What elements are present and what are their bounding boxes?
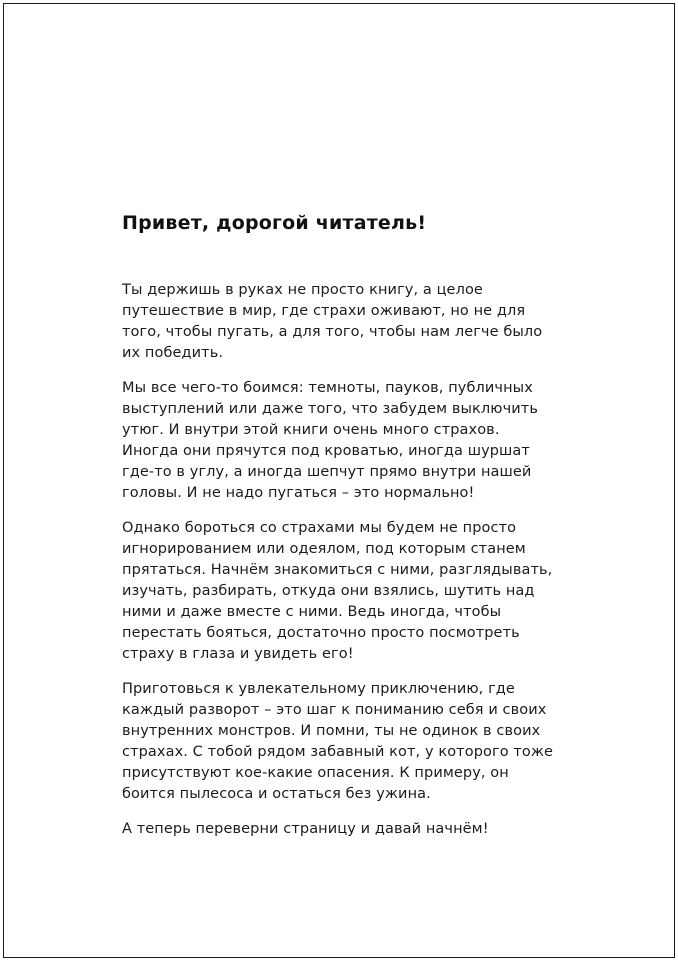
paragraph: А теперь переверни страницу и давай начнём! — [122, 821, 489, 837]
body-text — [122, 280, 558, 840]
page-title: Привет, дорогой читатель! — [122, 212, 427, 234]
page-content — [122, 212, 558, 840]
paragraph: Приготовься к увлекательному приключению, где каждый разворот – это шаг к пониманию себя и своих внутренних монстров. И помни, ты не одинок в своих страхах. С тобой рядом забавный кот, у которого тоже присутствуют кое-какие опасения. К примеру, он боится пылесоса и остаться без ужина. — [122, 681, 554, 802]
paragraph: Мы все чего-то боимся: темноты, пауков, публичных выступлений или даже того, что забудем выключить утюг. И внутри этой книги очень много страхов. Иногда они прячутся под кроватью, иногда шуршат где-то в углу, а иногда шепчут прямо внутри нашей головы. И не надо пугаться – это нормально! — [122, 380, 538, 501]
paragraph: Ты держишь в руках не просто книгу, а целое путешествие в мир, где страхи оживают, но не для того, чтобы пугать, а для того, чтобы нам легче было их победить. — [122, 282, 543, 361]
paragraph: Однако бороться со страхами мы будем не просто игнорированием или одеялом, под которым станем прятаться. Начнём знакомиться с ними, разглядывать, изучать, разбирать, откуда они взялись, шутить над ними и даже вместе с ними. Ведь иногда, чтобы перестать бояться, достаточно просто посмотреть страху в глаза и увидеть его! — [122, 520, 553, 662]
